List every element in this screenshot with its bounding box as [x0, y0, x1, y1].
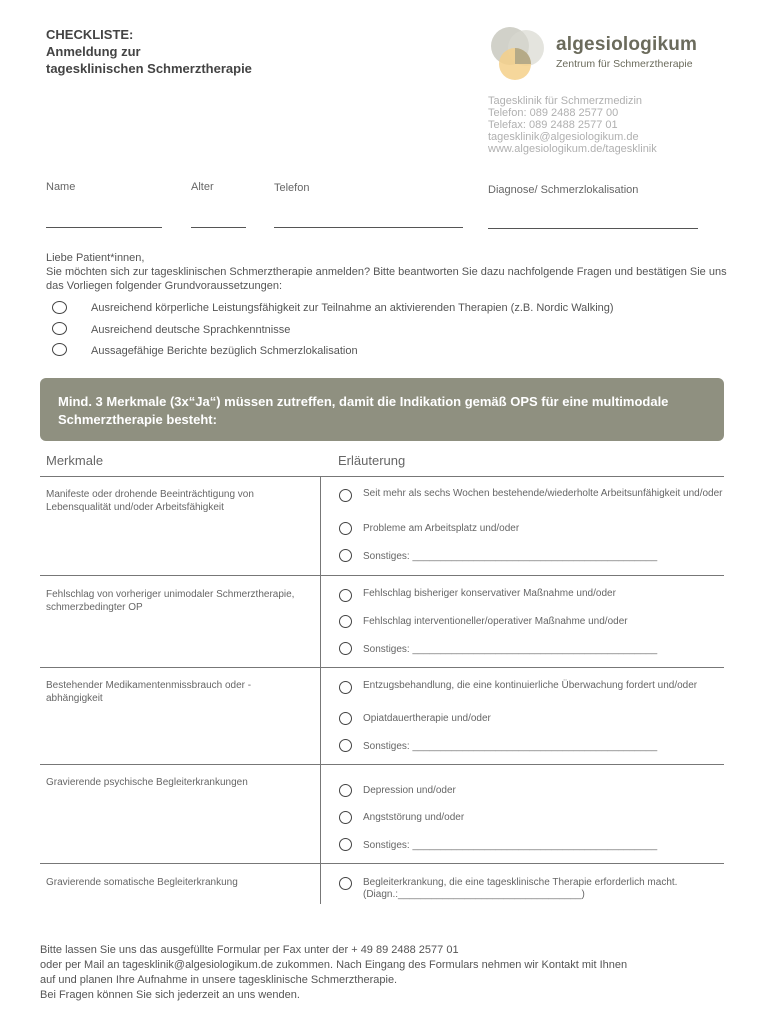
contact-line: Telefax: 089 2488 2577 01 [488, 119, 618, 131]
option-radio[interactable] [339, 811, 352, 824]
option-radio[interactable] [339, 522, 352, 535]
option-radio[interactable] [339, 784, 352, 797]
footer-line: auf und planen Ihre Aufnahme in unsere tagesklinische Schmerztherapie. [40, 974, 398, 986]
option-text: Sonstiges: ____________________________________________ [363, 644, 658, 655]
contact-line: Telefon: 089 2488 2577 00 [488, 107, 619, 119]
option-radio[interactable] [339, 712, 352, 725]
option-text: Sonstiges: ____________________________________________ [363, 840, 658, 851]
option-radio[interactable] [339, 589, 352, 602]
requirement-radio[interactable] [52, 343, 67, 356]
option-text: Sonstiges: ____________________________________________ [363, 551, 658, 562]
option-text: Probleme am Arbeitsplatz und/oder [363, 523, 520, 534]
option-text: Sonstiges: ____________________________________________ [363, 741, 658, 752]
option-text: Fehlschlag interventioneller/operativer Maßnahme und/oder [363, 616, 628, 627]
table-divider [40, 476, 724, 477]
diagnose-label: Diagnose/ Schmerzlokalisation [488, 184, 639, 196]
indication-banner: Mind. 3 Merkmale (3x“Ja“) müssen zutreffen, damit die Indikation gemäß OPS für eine multimodale Schmerztherapie besteht: [40, 378, 724, 441]
column-header-erlaeuterung: Erläuterung [338, 453, 406, 468]
option-text: Entzugsbehandlung, die eine kontinuierliche Überwachung fordert und/oder [363, 680, 698, 691]
telefon-field[interactable] [274, 227, 463, 228]
table-column-divider [320, 476, 321, 904]
table-divider [40, 667, 724, 668]
table-row-criterion: Bestehender Medikamentenmissbrauch oder -abhängigkeit [46, 680, 252, 704]
title-line: CHECKLISTE: [46, 27, 134, 42]
contact-line: tagesklinik@algesiologikum.de [488, 131, 639, 143]
option-radio[interactable] [339, 838, 352, 851]
alter-field[interactable] [191, 227, 246, 228]
logo [488, 26, 708, 86]
intro-body: Sie möchten sich zur tagesklinischen Schmerztherapie anmelden? Bitte beantworten Sie dazu nachfolgende Fragen und bestätigen Sie uns das Vorliegen folgender Grundvoraussetzungen: [46, 266, 727, 292]
contact-line: www.algesiologikum.de/tagesklinik [488, 143, 657, 155]
requirement-radio[interactable] [52, 301, 67, 314]
table-divider [40, 575, 724, 576]
requirement-text: Aussagefähige Berichte bezüglich Schmerzlokalisation [91, 345, 358, 357]
option-radio[interactable] [339, 549, 352, 562]
logo-subtitle: Zentrum für Schmerztherapie [556, 58, 693, 70]
table-row-criterion: Gravierende psychische Begleiterkrankungen [46, 777, 248, 788]
table-row-criterion: Gravierende somatische Begleiterkrankung [46, 877, 238, 888]
name-label: Name [46, 181, 76, 193]
table-row-criterion: Fehlschlag von vorheriger unimodaler Schmerztherapie, schmerzbedingter OP [46, 589, 295, 613]
table-divider [40, 764, 724, 765]
diagnose-field[interactable] [488, 228, 698, 229]
option-radio[interactable] [339, 615, 352, 628]
footer-line: oder per Mail an tagesklinik@algesiologikum.de zukommen. Nach Eingang des Formulars nehmen wir Kontakt mit Ihnen [40, 959, 628, 971]
table-divider [40, 863, 724, 864]
name-field[interactable] [46, 227, 162, 228]
contact-block [488, 95, 657, 155]
option-radio[interactable] [339, 681, 352, 694]
option-radio[interactable] [339, 489, 352, 502]
logo-circles-icon [488, 26, 558, 86]
option-text: Opiatdauertherapie und/oder [363, 713, 491, 724]
requirement-radio[interactable] [52, 322, 67, 335]
footer-text [40, 943, 740, 1003]
title-line: tagesklinischen Schmerztherapie [46, 61, 252, 76]
alter-label: Alter [191, 181, 214, 193]
intro-text [46, 251, 736, 293]
page-title [46, 26, 252, 77]
logo-name: algesiologikum [556, 34, 698, 55]
footer-line: Bitte lassen Sie uns das ausgefüllte Formular per Fax unter der + 49 89 2488 2577 01 [40, 944, 459, 956]
option-radio[interactable] [339, 877, 352, 890]
footer-line: Bei Fragen können Sie sich jederzeit an uns wenden. [40, 989, 300, 1001]
option-text: Fehlschlag bisheriger konservativer Maßnahme und/oder [363, 588, 616, 599]
table-row-criterion: Manifeste oder drohende Beeinträchtigung von Lebensqualität und/oder Arbeitsfähigkeit [46, 489, 254, 513]
contact-line: Tagesklinik für Schmerzmedizin [488, 95, 643, 107]
option-radio[interactable] [339, 642, 352, 655]
intro-greeting: Liebe Patient*innen, [46, 252, 145, 264]
option-text: Depression und/oder [363, 785, 456, 796]
telefon-label: Telefon [274, 182, 310, 194]
option-text: Angststörung und/oder [363, 812, 465, 823]
column-header-merkmale: Merkmale [46, 453, 104, 468]
requirement-text: Ausreichend deutsche Sprachkenntnisse [91, 324, 291, 336]
option-radio[interactable] [339, 739, 352, 752]
option-text: Begleiterkrankung, die eine tagesklinische Therapie erforderlich macht. (Diagn.:_________________________________) [363, 877, 678, 900]
option-text: Seit mehr als sechs Wochen bestehende/wiederholte Arbeitsunfähigkeit und/oder [363, 488, 723, 499]
requirement-text: Ausreichend körperliche Leistungsfähigkeit zur Teilnahme an aktivierenden Therapien (z.B. Nordic Walking) [91, 302, 614, 314]
title-line: Anmeldung zur [46, 44, 141, 59]
